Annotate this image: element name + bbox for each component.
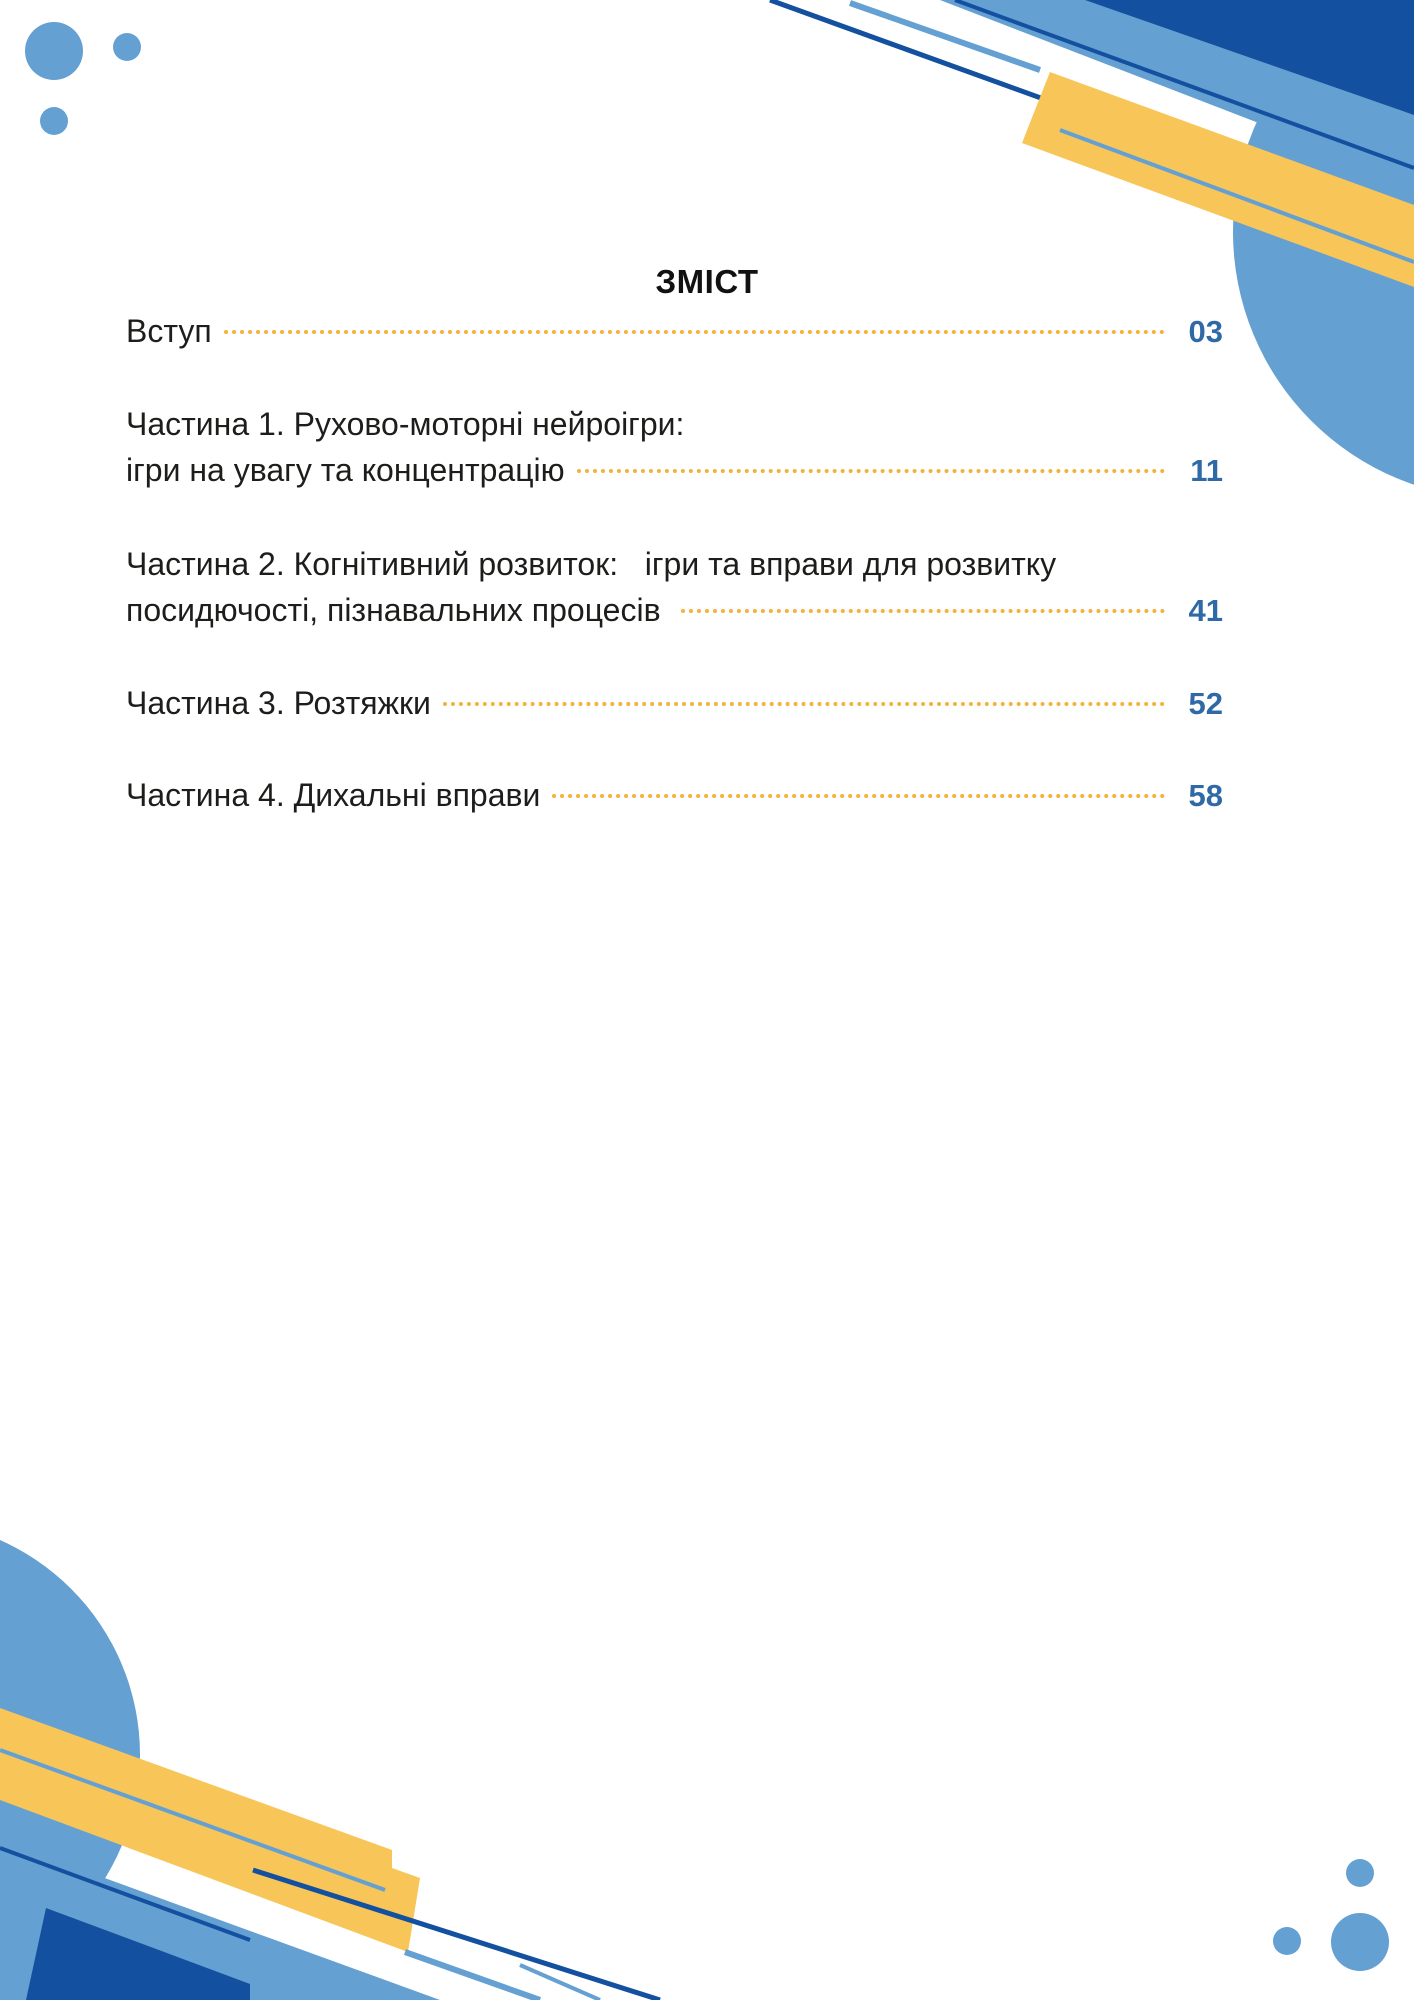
toc-entry-part-1[interactable] — [126, 401, 1223, 494]
toc-entry-part-4[interactable] — [126, 772, 1223, 819]
top-left-small-dot — [113, 33, 141, 61]
toc-entry-title-continued: ігри на увагу та концентрацію — [126, 452, 565, 488]
toc-page-number: 52 — [1188, 686, 1223, 721]
bottom-right-large-dot — [1331, 1913, 1389, 1971]
toc-entry-title: Вступ — [126, 313, 212, 349]
toc-title: ЗМІСТ — [655, 263, 759, 300]
toc-page-number: 03 — [1188, 314, 1223, 349]
toc-page-number: 11 — [1190, 453, 1223, 488]
top-left-large-dot — [25, 22, 83, 80]
dotted-leader — [577, 469, 1165, 473]
toc-entry-title: Частина 3. Розтяжки — [126, 685, 431, 721]
toc-entry-title-continued: посидючості, пізнавальних процесів — [126, 592, 661, 628]
toc-entry-part-2[interactable] — [126, 541, 1223, 634]
bottom-left-decoration — [0, 1520, 660, 2000]
toc-entry-title: Частина 1. Рухово-моторні нейроігри: — [126, 406, 685, 442]
toc-entry-intro[interactable] — [126, 308, 1223, 355]
bottom-right-small-dot — [1273, 1927, 1301, 1955]
dotted-leader — [681, 609, 1165, 613]
toc-page-number: 58 — [1188, 778, 1223, 813]
toc-page-number: 41 — [1188, 593, 1223, 628]
dotted-leader — [224, 330, 1165, 334]
bottom-right-small-dot — [1346, 1859, 1374, 1887]
toc-entry-title: Частина 4. Дихальні вправи — [126, 777, 541, 813]
dotted-leader — [443, 702, 1165, 706]
top-left-small-dot — [40, 107, 68, 135]
dotted-leader — [552, 794, 1165, 798]
toc-entry-part-3[interactable] — [126, 680, 1223, 727]
toc-entry-title: Частина 2. Когнітивний розвиток: ігри та вправи для розвитку — [126, 546, 1057, 582]
